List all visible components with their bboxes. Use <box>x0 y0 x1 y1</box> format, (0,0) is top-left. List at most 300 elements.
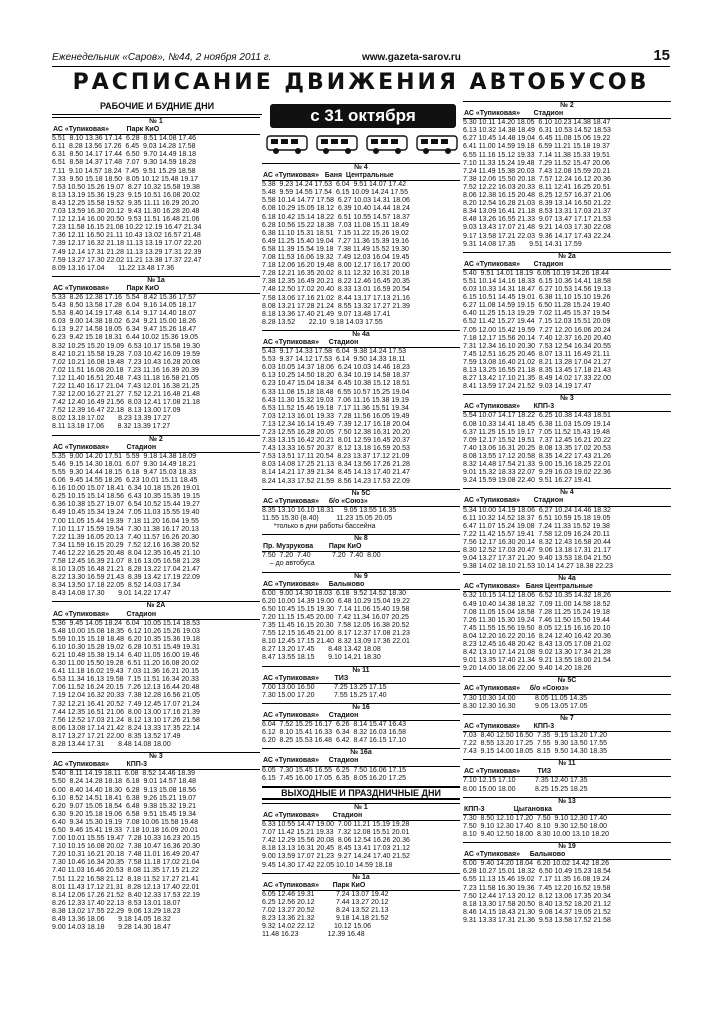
route-terminals: АС «Тупиковая» б/о «Союз» <box>263 497 368 505</box>
timetable-row: 6.06 9.45 14.55 18.26 6.23 10.01 15.11 18.45 <box>52 477 198 485</box>
route-terminals: АС «Тупиковая» Баня Центральные <box>263 172 394 180</box>
timetable-row: 8.06 13.08 17.14 21.42 8.24 13.33 17.35 22.14 <box>52 724 200 732</box>
schedule-column-2 <box>262 163 460 947</box>
route-block <box>52 601 260 749</box>
route-number: № 13 <box>558 797 576 805</box>
page-title: РАСПИСАНИЕ ДВИЖЕНИЯ АВТОБУСОВ <box>72 70 650 95</box>
timetable-row: 9.00 14.03 18.18 9.28 14.30 18.47 <box>52 924 171 932</box>
timetable-row: 7.07 11.42 15.21 19.33 7.32 12.08 15.51 20.01 <box>262 829 410 837</box>
timetable-row: 6.12 8.10 15.41 16.33 6.34 8.32 16.03 16.58 <box>262 729 407 737</box>
route-number: № 16а <box>350 749 372 757</box>
timetable-row: 5.50 8.24 14.28 18.18 6.18 9.01 14.57 18.48 <box>52 778 197 786</box>
route-header <box>262 803 460 821</box>
timetable-row: 6.03 10.05 14.37 18.06 6.24 10.03 14.46 18.23 <box>262 364 410 372</box>
timetable-row: 6.55 11.13 15.46 19.02 7.17 11.35 16.08 19.24 <box>463 876 610 884</box>
timetable-row: 8.18 13.30 17.58 20.50 8.40 13.52 18.20 21.12 <box>463 900 611 908</box>
timetable-row: 5.51 10.14 14.16 18.33 6.15 10.36 14.41 18.58 <box>463 277 611 285</box>
timetable-row: 6.11 10.32 14.52 18.37 6.51 10.59 15.18 19.05 <box>463 514 611 522</box>
timetable-row: 8.08 13.55 17.12 20.58 8.35 14.22 17.43 21.26 <box>463 452 611 460</box>
timetable-row: 7.45 11.55 15.56 19.50 8.05 12.15 16.16 20.10 <box>463 624 611 632</box>
route-terminals: АС «Тупиковая» Стадион <box>263 712 359 719</box>
timetable-row: 6.58 11.39 15.54 19.18 7.38 11.49 15.52 19.30 <box>262 245 409 253</box>
timetable-row: 9.24 15.59 19.08 22.40 9.51 16.27 19.41 <box>463 477 592 485</box>
timetable-row: – до автобуса <box>262 560 315 568</box>
timetable-row: 6.41 11.18 16.02 19.43 7.03 11.36 16.21 20.15 <box>52 668 199 676</box>
timetable-row: 6.03 9.00 14.38 18.02 6.24 9.21 15.00 18.26 <box>52 318 197 326</box>
timetable-row: 7.30 8.50 12.10 17.20 7.50 9.10 12.30 17.40 <box>463 814 608 822</box>
timetable-row: 7.31 12.34 16.10 20.30 7.53 12.54 16.34 20.55 <box>463 342 611 350</box>
timetable-row: 7.03 12.13 16.01 19.33 7.28 11.56 16.05 19.49 <box>262 412 410 420</box>
timetable-row: 9.38 14.02 18.10 21.53 10.14 14.27 18.38 22.23 <box>463 563 613 571</box>
timetable-row: 8.30 12.52 17.03 20.47 9.06 13.18 17.31 21.17 <box>463 546 611 554</box>
route-block <box>52 752 260 932</box>
timetable-row: 5.30 10.11 14.20 18.05 6.10 10.23 14.38 18.47 <box>463 119 611 127</box>
timetable-row: 6.40 11.25 15.13 19.29 7.02 11.45 15.37 19.54 <box>463 310 610 318</box>
route-block <box>463 101 671 249</box>
timetable-row: 9.04 13.27 17.37 21.20 9.40 13.53 18.04 21.50 <box>463 555 611 563</box>
timetable-row: 7.10 11.17 15.59 19.54 7.30 11.38 16.17 20.13 <box>52 525 199 533</box>
route-terminals: АС «Тупиковая» Баня Центральные <box>464 583 593 591</box>
timetable-row: 7.55 12.15 16.45 21.00 8.17 12.37 17.08 21.23 <box>262 630 410 638</box>
timetable-row: 6.38 11.10 15.31 18.51 7.15 11.22 15.26 19.02 <box>262 229 409 237</box>
timetable-row: 7.58 12.45 16.39 21.07 8.16 13.05 16.58 21.28 <box>52 557 200 565</box>
timetable-row: 7.39 12.17 16.32 21.18 11.13 13.19 17.07 22.20 <box>52 240 202 248</box>
timetable-row: 6.53 11.34 16.13 19.58 7.15 11.51 16.34 20.33 <box>52 676 199 684</box>
route-block <box>463 759 671 793</box>
timetable-row: 8.18 13.13 16.31 20.45 8.45 13.41 17.03 21.12 <box>262 845 410 853</box>
route-terminals: АС «Тупиковая» Стадион <box>464 110 564 118</box>
timetable-row: 7.22 11.40 16.17 21.04 7.43 12.01 16.38 21.25 <box>52 383 200 390</box>
route-terminals: АС «Тупиковая» Стадион <box>263 757 359 765</box>
timetable-row: 7.02 10.21 16.08 19.48 7.23 10.43 16.28 20.08 <box>52 358 200 366</box>
timetable-row: 8.22 13.30 16.59 21.43 8.39 13.42 17.19 22.09 <box>52 574 200 582</box>
route-number: № 2 <box>149 435 163 443</box>
timetable-row: 9.01 15.32 18.33 22.07 9.29 16.03 19.02 22.36 <box>463 469 611 477</box>
timetable-row: 7.20 11.15 15.45 20.00 7.42 11.34 16.07 20.25 <box>262 613 409 621</box>
timetable-row: 7.18 12.06 16.20 19.48 8.00 12.17 16.17 20.00 <box>262 262 410 270</box>
route-terminals: АС «Тупиковая» Стадион <box>53 610 157 618</box>
timetable-row: 6.40 9.34 15.30 19.19 7.08 10.06 15.58 19.48 <box>52 818 198 826</box>
route-terminals: АС «Тупиковая» Балыково <box>464 851 566 859</box>
timetable-row: 8.00 15.00 18.00 8.25 15.25 18.25 <box>463 785 588 793</box>
timetable-row: 8.47 13.55 18.15 9.10 14.21 18.30 <box>262 654 381 662</box>
bus-icon <box>265 134 309 156</box>
timetable-row: 6.41 11.00 14.59 19.18 6.59 11.21 15.18 19.37 <box>463 143 610 151</box>
timetable-row: 7.58 13.06 17.16 21.02 8.44 13.17 17.13 21.16 <box>262 294 410 302</box>
timetable-row: 7.48 12.50 17.02 20.40 8.33 13.01 16.59 20.54 <box>262 286 410 294</box>
timetable-row: 6.51 8.58 14.37 17.48 7.07 9.30 14.59 18.28 <box>52 159 197 167</box>
timetable-row: 8.10 12.45 17.15 21.40 8.32 13.09 17.36 22.01 <box>262 638 410 646</box>
route-block <box>463 714 671 756</box>
route-header <box>463 797 671 815</box>
timetable-row: 8.01 11.43 17.12 21.31 8.28 12.13 17.40 22.01 <box>52 883 200 891</box>
timetable-row: 8.46 14.15 18.43 21.30 9.08 14.37 19.05 21.52 <box>463 908 611 916</box>
timetable-row: 6.52 11.42 15.27 19.44 7.15 12.03 15.51 20.09 <box>463 318 611 326</box>
timetable-row: 7.12 11.40 16.51 20.48 7.43 11.18 16.58 21.05 <box>52 374 199 382</box>
route-number: № 4 <box>560 489 574 497</box>
timetable-row: 6.23 10.47 15.04 18.34 6.45 10.38 15.12 18.51 <box>262 380 410 388</box>
timetable-row: 7.52 12.22 16.03 20.33 8.11 12.41 16.25 20.51 <box>463 183 611 191</box>
route-block <box>463 252 671 392</box>
timetable-row: 5.43 8.50 13.58 17.28 6.04 9.16 14.05 18.17 <box>52 302 197 310</box>
timetable-row: 5.51 8.10 13.36 17.14 6.28 8.51 14.08 17.46 <box>52 135 197 143</box>
timetable-row: 7.44 12.35 16.51 21.06 8.00 13.00 17.16 21.39 <box>52 708 200 716</box>
route-header <box>463 394 671 412</box>
timetable-row: 5.33 8.26 12.38 17.16 5.54 8.42 15.36 17.57 <box>52 293 197 301</box>
timetable-row: 6.25 12.56 20.12 7.44 13.27 20.12 <box>262 898 389 906</box>
timetable-row: 7.40 13.06 16.31 20.25 8.08 13.35 17.02 20.53 <box>463 444 611 452</box>
timetable-row: 5.55 9.30 14.44 18.15 6.18 9.47 15.03 18.33 <box>52 468 197 476</box>
timetable-row: 8.17 13.27 17.21 22.00 8.35 13.52 17.49 <box>52 732 181 740</box>
timetable-row: 6.18 10.42 15.14 18.22 6.51 10.55 14.57 18.37 <box>262 213 410 221</box>
timetable-row: 7.38 12.06 15.50 20.18 7.57 12.24 16.12 20.36 <box>463 175 611 183</box>
timetable-row: 8.42 10.21 15.58 19.28 7.03 10.42 16.09 19.59 <box>52 350 200 358</box>
timetable-row: 7.22 11.42 15.57 19.41 7.58 12.09 16.24 20.11 <box>463 530 610 538</box>
timetable-row: 7.56 12.52 17.03 21.24 8.12 13.10 17.26 21.58 <box>52 716 200 724</box>
route-block <box>262 489 460 531</box>
route-block <box>463 488 671 571</box>
timetable-row: 8.13 13.19 15.36 19.23 9.15 10.51 16.08 20.02 <box>52 191 200 199</box>
timetable-row: 5.36 9.45 14.05 18.24 6.04 10.05 15.14 18.53 <box>52 619 200 627</box>
timetable-row: 7.50 12.44 17.13 20.12 8.12 13.06 17.35 20.34 <box>463 892 611 900</box>
timetable-row: 8.30 12.30 16.30 9.05 13.05 17.05 <box>463 702 588 710</box>
timetable-row: 7.02 13.27 20.52 8.24 13.52 21.13 <box>262 906 389 914</box>
timetable-row: 5.43 9.17 14.33 17.58 6.04 9.38 14.24 17.53 <box>262 348 407 356</box>
timetable-row: 7.53 10.50 15.26 19.07 8.27 10.32 15.58 19.38 <box>52 183 200 191</box>
timetable-row: 6.03 10.33 14.31 18.47 6.27 10.53 14.56 19.13 <box>463 286 611 294</box>
timetable-row: 8.18 13.36 17.40 21.49 9.07 13.48 17.41 <box>262 310 391 318</box>
timetable-row: 5.38 9.23 14.24 17.53 6.04 9.51 14.07 17.42 <box>262 181 407 189</box>
timetable-row: 7.52 12.39 16.47 22.18 8.13 13.00 17.09 <box>52 407 181 415</box>
timetable-row: 5.58 10.14 14.77 17.58 6.27 10.03 14.31 18.06 <box>262 197 410 205</box>
timetable-row: 7.38 12.35 16.49 20.21 8.22 12.46 16.45 20.35 <box>262 278 410 286</box>
route-header <box>463 101 671 119</box>
route-terminals: АС «Тупиковая» Стадион <box>53 443 157 451</box>
route-number: № 3 <box>149 753 163 761</box>
route-terminals: АС «Тупиковая» Стадион <box>263 811 363 819</box>
timetable-row: 7.40 11.03 16.46 20.53 8.08 11.35 17.15 21.22 <box>52 867 199 875</box>
timetable-row: 7.08 11.53 16.06 19.32 7.49 12.03 16.04 19.45 <box>262 254 410 262</box>
timetable-row: 6.10 8.52 14.51 18.41 6.38 9.26 15.21 19.07 <box>52 794 197 802</box>
route-header <box>52 601 260 619</box>
timetable-row: 6.04 7.52 15.25 16.17 6.26 8.14 15.47 16.43 <box>262 721 407 729</box>
timetable-row: 7.32 12.21 16.41 20.52 7.49 12.45 17.07 21.24 <box>52 700 200 708</box>
route-header <box>262 534 460 552</box>
timetable-row: 7.11 9.10 14.57 18.24 7.45 9.51 15.29 18.58 <box>52 167 196 175</box>
route-number: № 1а <box>352 873 370 881</box>
timetable-row: 8.08 13.21 17.28 21.24 8.55 13.32 17.27 21.39 <box>262 302 410 310</box>
route-terminals: АС «Тупиковая» Стадион <box>464 260 564 268</box>
timetable-row: 7.10 11.33 15.24 19.48 7.29 11.52 15.47 20.06 <box>463 159 610 167</box>
timetable-row: 6.00 9.00 14.30 18.03 6.18 9.52 14.52 18.30 <box>262 589 407 597</box>
route-number: № 2А <box>146 602 166 610</box>
timetable-row: 9.45 14.30 17.42 22.05 10.10 14.59 18.18 <box>262 861 393 869</box>
timetable-row: 6.05 7.30 15.45 16.55 6.25 7.50 16.06 17.15 <box>262 766 407 774</box>
timetable-row: 6.05 12.46 19.31 7.24 13.07 19.42 <box>262 890 389 898</box>
timetable-row: 7.23 12.55 16.28 20.05 7.50 12.38 16.31 20.20 <box>262 429 410 436</box>
route-header <box>262 748 460 766</box>
route-terminals: АС «Тупиковая» Парк КиО <box>53 126 160 134</box>
timetable-row: 6.28 10.56 15.22 18.38 7.03 11.08 15.11 18.49 <box>262 221 409 229</box>
timetable-row: 6.33 10.55 14.47 19.00 7.00 11.21 15.19 19.28 <box>262 821 410 829</box>
timetable-row: 6.55 11.16 15.12 19.33 7.14 11.38 15.33 19.51 <box>463 151 610 159</box>
timetable-row: 8.04 12.20 16.22 20.16 8.24 12.40 16.42 20.36 <box>463 632 611 640</box>
route-number: № 4а <box>352 330 370 338</box>
timetable-row: 8.10 13.05 16.48 21.21 8.28 13.22 17.04 21.47 <box>52 566 200 574</box>
route-number: № 2а <box>558 252 576 260</box>
timetable-row: 7.53 13.51 17.11 20.54 8.23 13.37 17.12 21.09 <box>262 453 410 461</box>
route-number: № 5С <box>351 489 371 497</box>
timetable-row: 8.28 13.44 17.31 8.48 14.08 18.00 <box>52 741 171 749</box>
route-terminals: АС «Тупиковая» ТИЗ <box>263 674 349 682</box>
timetable-row: 7.23 11.58 16.15 21.08 10.22 12.19 16.47 21.34 <box>52 224 202 232</box>
route-header <box>52 117 260 135</box>
route-terminals: АС «Тупиковая» Стадион <box>464 497 564 505</box>
route-number: № 1 <box>149 118 163 125</box>
route-number: № 2 <box>560 102 574 109</box>
holidays-heading: ВЫХОДНЫЕ И ПРАЗДНИЧНЫЕ ДНИ <box>262 786 460 800</box>
route-header <box>463 574 671 592</box>
timetable-row: 5.59 10.15 15.18 18.48 6.20 10.35 15.36 19.18 <box>52 635 200 643</box>
timetable-row: 8.43 12.25 15.58 19.52 9.35 11.11 16.29 20.20 <box>52 199 199 207</box>
route-terminals: АС «Тупиковая» Стадион <box>263 338 359 346</box>
route-number: № 3 <box>560 395 574 403</box>
timetable-row: 7.05 12.00 15.42 19.59 7.27 12.20 16.06 20.24 <box>463 326 611 334</box>
timetable-row: 7.30 10.46 16.34 20.35 7.58 11.18 17.02 21.04 <box>52 859 200 867</box>
route-number: № 9 <box>354 572 368 580</box>
timetable-row: 6.49 11.25 15.40 19.04 7.27 11.36 15.39 19.16 <box>262 237 409 245</box>
timetable-row: 7.59 13.08 16.40 21.02 8.21 13.28 17.04 21.27 <box>463 358 611 366</box>
timetable-row: 6.20 9.07 15.05 18.54 6.48 9.38 15.32 19.21 <box>52 802 197 810</box>
timetable-row: 7.03 8.40 12.50 16.50 7.35 9.15 13.20 17.20 <box>463 731 608 739</box>
route-block <box>52 435 260 599</box>
timetable-row: 7.35 11.45 16.15 20.30 7.58 12.05 16.38 20.52 <box>262 622 410 630</box>
timetable-row: 8.48 13.26 16.55 21.33 9.07 13.47 17.17 21.53 <box>463 216 611 224</box>
route-number: № 8 <box>354 535 368 543</box>
timetable-row: 6.50 10.45 15.15 19.30 7.14 11.06 15.40 19.58 <box>262 605 410 613</box>
timetable-row: 6.30 11.00 15.50 19.28 6.51 11.20 16.08 20.02 <box>52 660 199 668</box>
timetable-row: 6.23 9.42 15.18 18.31 6.44 10.02 15.36 19.05 <box>52 334 198 342</box>
timetable-row: 6.50 9.46 15.41 19.33 7.18 10.18 16.09 20.01 <box>52 826 198 834</box>
route-number: № 7 <box>560 714 574 722</box>
timetable-row: 8.09 13.16 17.04 11.22 13.48 17.36 <box>52 264 175 272</box>
route-header <box>463 252 671 270</box>
route-block <box>262 873 460 940</box>
timetable-row: 7.43 9.15 14.00 18.05 8.15 9.50 14.30 18.35 <box>463 748 608 756</box>
route-header <box>262 703 460 721</box>
bus-icon <box>415 134 459 156</box>
route-block <box>262 748 460 782</box>
route-number: № 11 <box>558 760 576 768</box>
route-block <box>463 394 671 485</box>
timetable-row: 6.49 10.45 15.34 19.24 7.05 11.03 15.55 19.40 <box>52 509 200 517</box>
route-header <box>262 873 460 891</box>
route-number: № 11 <box>352 666 370 674</box>
timetable-row: 8.41 13.59 17.24 21.52 9.03 14.19 17.47 <box>463 383 592 391</box>
route-terminals: АС «Тупиковая» Балыково <box>263 580 365 588</box>
timetable-row: 6.13 10.32 14.38 18.49 6.31 10.53 14.52 18.53 <box>463 127 611 135</box>
timetable-row: 8.24 14.33 17.52 21.59 8.56 14.23 17.53 22.09 <box>262 477 410 485</box>
route-block <box>262 572 460 663</box>
timetable-row: 6.15 10.51 14.45 19.01 6.38 11.10 15.10 19.26 <box>463 294 611 302</box>
route-block <box>262 163 460 327</box>
timetable-row: 7.49 12.14 17.31 21.28 11.13 13.29 17.31 22.39 <box>52 248 202 256</box>
timetable-row: 8.23 12.45 16.48 20.42 8.43 13.05 17.08 21.02 <box>463 641 611 648</box>
timetable-row: 9.03 13.43 17.07 21.48 9.21 14.03 17.30 22.08 <box>463 224 611 232</box>
timetable-row: 6.47 11.07 15.24 19.08 7.24 11.33 15.52 19.38 <box>463 522 610 530</box>
timetable-row: 7.09 12.17 15.52 19.51 7.37 12.45 16.21 20.22 <box>463 436 611 444</box>
timetable-row: 5.35 9.00 14.20 17.51 5.59 9.18 14.38 18.09 <box>52 452 197 460</box>
timetable-row: 7.00 11.05 15.44 19.39 7.18 11.20 16.04 19.55 <box>52 517 199 525</box>
timetable-row: 7.12 12.14 16.00 20.50 9.53 11.51 16.48 21.06 <box>52 216 200 224</box>
timetable-row: 8.06 12.38 16.15 20.48 8.25 12.57 16.37 21.06 <box>463 192 611 200</box>
timetable-row: 7.08 11.05 15.04 18.58 7.28 11.25 15.24 19.18 <box>463 608 610 616</box>
timetable-row: 9.00 13.59 17.07 21.23 9.27 14.24 17.40 21.52 <box>262 853 410 861</box>
timetable-row: 7.22 11.39 16.05 20.13 7.40 11.57 16.26 20.30 <box>52 533 199 541</box>
website-link[interactable]: www.gazeta-sarov.ru <box>362 52 461 63</box>
route-number: № 4 <box>354 164 368 171</box>
timetable-row: 5.54 10.07 14.17 18.22 6.25 10.38 14.43 18.51 <box>463 412 611 420</box>
route-header <box>463 714 671 732</box>
timetable-row: 8.20 12.54 16.28 21.03 8.39 13.14 16.50 21.22 <box>463 200 611 208</box>
timetable-row: 8.11 13.18 17.06 8.32 13.39 17.27 <box>52 423 171 431</box>
timetable-row: 7.30 15.00 17.20 7.55 15.25 17.40 <box>262 691 387 699</box>
route-terminals: АС «Тупиковая» Парк КиО <box>263 881 366 889</box>
route-header <box>52 435 260 453</box>
timetable-row: 7.33 9.50 15.18 18.50 8.05 10.12 15.48 19.17 <box>52 175 198 183</box>
route-block <box>463 842 671 925</box>
timetable-row: 8.43 14.08 17.30 9.01 14.22 17.47 <box>52 590 171 598</box>
route-block <box>52 117 260 273</box>
timetable-row: 5.53 8.40 14.19 17.48 6.14 9.17 14.40 18.07 <box>52 310 197 318</box>
date-banner: с 31 октября <box>270 104 456 128</box>
weekdays-heading: РАБОЧИЕ И БУДНИЕ ДНИ <box>52 101 262 115</box>
timetable-row: 8.49 13.36 18.06 9.18 14.05 18.32 <box>52 916 171 923</box>
timetable-row: 7.32 12.00 16.27 21.27 7.52 12.21 16.48 21.48 <box>52 391 200 399</box>
route-header <box>262 489 460 507</box>
route-block <box>262 534 460 568</box>
timetable-row: 7.28 12.21 16.35 20.02 8.11 12.32 16.31 20.18 <box>262 270 410 278</box>
timetable-row: 7.24 11.49 15.38 20.03 7.43 12.08 15.59 20.21 <box>463 167 611 175</box>
timetable-row: 5.48 9.59 14.55 17.54 6.15 10.09 14.24 17.55 <box>262 189 408 197</box>
timetable-row: 7.59 13.27 17.30 22.02 11.21 13.38 17.37 22.47 <box>52 256 202 264</box>
timetable-row: 6.36 10.38 15.27 19.07 6.54 10.52 15.44 19.27 <box>52 501 200 509</box>
timetable-row: 7.00 10.01 15.55 19.47 7.28 10.33 16.23 20.15 <box>52 835 200 843</box>
route-header <box>262 163 460 181</box>
timetable-row: 7.50 7.20 7.40 7.20 7.40 8.00 <box>262 552 381 560</box>
timetable-row: 5.53 9.37 14.12 17.53 6.14 9.50 14.33 18.11 <box>262 356 406 364</box>
bus-illustrations <box>262 134 462 160</box>
route-block <box>463 797 671 839</box>
timetable-row: 7.19 12.04 16.32 20.33 7.38 12.28 16.56 21.05 <box>52 692 200 700</box>
timetable-row: 5.40 8.11 14.19 18.11 6.08 8.52 14.46 18.39 <box>52 770 195 778</box>
timetable-row: 9.01 13.35 17.40 21.34 9.21 13.55 18.00 21.54 <box>463 657 611 665</box>
timetable-row: 8.34 13.50 17.18 22.05 8.52 14.03 17.34 <box>52 582 181 590</box>
timetable-row: 8.02 13.18 17.02 8.23 13.39 17.27 <box>52 415 171 423</box>
schedule-column-3 <box>463 101 671 947</box>
timetable-row: 7.06 11.52 16.24 20.15 7.26 12.13 16.44 20.48 <box>52 684 200 692</box>
schedule-column-1 <box>52 117 260 947</box>
timetable-row: 6.13 10.25 14.50 18.20 6.34 10.19 14.58 18.37 <box>262 372 410 380</box>
timetable-row: 6.31 8.50 14.17 17.44 6.50 9.70 14.49 18.18 <box>52 151 197 159</box>
timetable-row: 6.00 9.40 14.20 18.04 6.20 10.02 14.42 18.26 <box>463 860 609 868</box>
timetable-row: 7.42 12.29 15.56 20.08 8.06 12.54 16.26 20.36 <box>262 837 410 845</box>
timetable-row: 7.23 11.58 16.30 19.36 7.45 12.20 16.52 19.58 <box>463 884 611 892</box>
route-terminals: АС «Тупиковая» б/о «Союз» <box>464 685 569 693</box>
timetable-row: 7.10 10.15 16.08 20.02 7.38 10.47 16.36 20.30 <box>52 843 200 851</box>
timetable-row: 5.40 9.51 14.01 18.19 6.05 10.19 14.26 18.44 <box>463 269 609 277</box>
route-number: № 5С <box>557 677 577 685</box>
timetable-row: 8.27 13.42 17.10 21.35 8.49 14.02 17.33 22.00 <box>463 375 611 383</box>
route-number: № 19 <box>558 843 576 851</box>
publication-line: Еженедельник «Саров», №44, 2 ноября 2011 г. <box>52 52 272 63</box>
timetable-row: 9.31 13.33 17.31 21.36 9.53 13.58 17.52 21.58 <box>463 916 611 924</box>
route-terminals: АС «Тупиковая» КПП-3 <box>464 403 555 411</box>
timetable-row: 7.00 13.00 16.50 7.25 13.25 17.15 <box>262 683 387 691</box>
timetable-row: 7.33 13.15 16.42 20.21 8.01 12.59 16.45 20.37 <box>262 437 410 445</box>
timetable-row: 8.32 10.25 15.20 19.09 6.53 10.17 15.58 19.30 <box>52 342 200 350</box>
timetable-row: 7.50 9.10 12.30 17.40 8.10 9.30 12.50 18.00 <box>463 822 608 830</box>
route-number: № 16 <box>352 703 370 711</box>
timetable-row: 6.08 10.33 14.41 18.45 6.38 11.03 15.09 19.14 <box>463 420 611 428</box>
timetable-row: 7.45 12.51 16.25 20.46 8.07 13.11 16.49 21.11 <box>463 350 610 358</box>
route-block <box>262 803 460 870</box>
route-number: № 1а <box>147 276 165 284</box>
route-terminals: Пр. Музрукова Парк КиО <box>263 543 362 551</box>
timetable-row: 7.43 13.33 16.57 20.37 8.12 13.18 16.59 20.53 <box>262 445 410 453</box>
route-number: № 4а <box>558 575 576 583</box>
timetable-row: 11.55 15.30 (8.40) 11.23 15.05 20.05 <box>262 514 393 522</box>
route-block <box>52 276 260 432</box>
timetable-row: 7.46 12.22 16.25 20.48 8.04 12.35 16.45 21.10 <box>52 549 200 557</box>
timetable-row: 6.20 8.25 15.53 16.48 6.42 8.47 16.15 17.10 <box>262 737 407 745</box>
route-block <box>262 330 460 486</box>
route-terminals: АС «Тупиковая» ТИЗ <box>464 768 552 776</box>
route-terminals: АС «Тупиковая» КПП-3 <box>53 761 148 769</box>
timetable-row: 9.32 14.02 22.12 10.12 15.06 <box>262 923 371 931</box>
timetable-row: 7.34 11.59 16.15 20.29 7.52 12.16 16.38 20.52 <box>52 541 200 549</box>
route-header <box>463 676 671 694</box>
route-header <box>463 759 671 777</box>
timetable-row: 8.35 13.10 16.10 18.31 9.05 13.55 16.35 <box>262 506 397 514</box>
timetable-row: 7.42 12.40 16.49 21.56 8.03 12.41 17.08 21.18 <box>52 399 200 407</box>
route-header <box>463 842 671 860</box>
timetable-row: 6.11 8.28 13.56 17.26 6.45 9.03 14.28 17.58 <box>52 143 196 151</box>
timetable-row: 7.26 11.30 15.30 19.24 7.46 11.50 15.50 19.44 <box>463 616 610 624</box>
timetable-row: 6.00 8.40 14.40 18.30 6.28 9.13 15.08 18.56 <box>52 786 197 794</box>
route-block <box>463 574 671 673</box>
timetable-row: 8.27 13.20 17.45 8.48 13.42 18.08 <box>262 646 381 654</box>
route-block <box>463 676 671 710</box>
route-header <box>52 752 260 770</box>
timetable-row: 8.14 14.21 17.39 21.34 8.45 14.13 17.40 21.47 <box>262 469 410 477</box>
timetable-row: 8.42 13.10 17.14 21.08 9.02 13.30 17.34 21.28 <box>463 649 611 657</box>
timetable-row: 6.49 10.40 14.38 18.32 7.09 11.00 14.58 18.52 <box>463 600 611 608</box>
timetable-row: 5.46 9.15 14.30 18.01 6.07 9.30 14.49 18.21 <box>52 460 197 468</box>
timetable-row: 6.13 9.27 14.58 18.05 6.34 9.47 15.26 18.47 <box>52 326 197 334</box>
timetable-row: 6.43 11.30 15.32 19.03 7.06 11.16 15.38 19.19 <box>262 396 409 404</box>
timetable-row: 6.20 10.00 14.39 19.00 6.48 10.29 15.04 19.22 <box>262 597 410 605</box>
timetable-row: 8.28 13.52 22.10 9.18 14.03 17.55 <box>262 318 383 326</box>
timetable-row: 7.02 11.51 16.08 20.18 7.23 11.16 16.39 20.39 <box>52 366 199 374</box>
route-block <box>262 666 460 700</box>
route-block <box>262 703 460 745</box>
page-number: 15 <box>653 47 670 64</box>
timetable-row: 7.03 13.59 16.30 20.12 9.43 11.30 16.28 20.48 <box>52 208 200 216</box>
timetable-row: 7.51 11.22 16.58 21.12 8.18 11.52 17.27 21.41 <box>52 875 199 883</box>
route-number: № 1 <box>354 803 368 811</box>
timetable-row: 5.34 10.00 14.19 18.06 6.27 10.24 14.46 18.32 <box>463 506 611 514</box>
